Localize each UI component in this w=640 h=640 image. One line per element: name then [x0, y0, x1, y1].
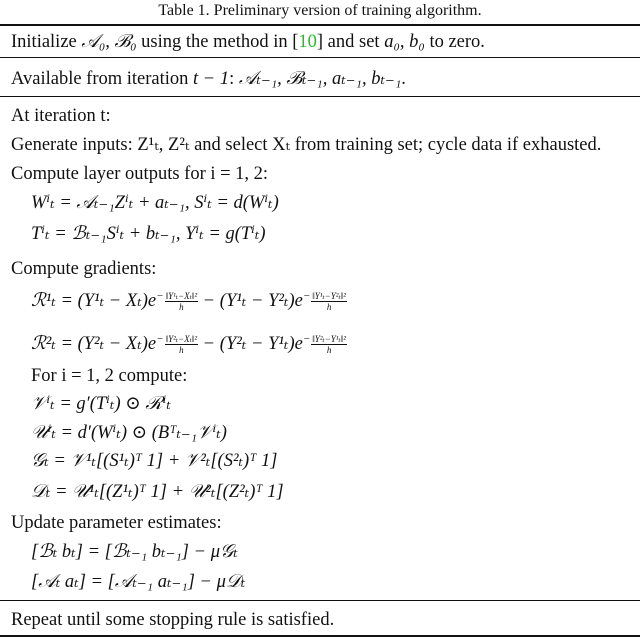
- init-after-cite: ] and set: [316, 32, 385, 52]
- grad1-mid: − (Y¹ₜ − Y²ₜ)e: [198, 291, 303, 311]
- init-vars2: a₀, b₀: [384, 32, 425, 52]
- grad1-exp1: $\frac{\text{‖Y¹ₜ−Xₜ‖²}}{h}$: [165, 290, 198, 312]
- grad1-lhs: ℛ¹ₜ = (Y¹ₜ − Xₜ)e: [31, 291, 157, 311]
- init-prefix: Initialize: [11, 32, 82, 52]
- bottom-rule: [0, 635, 640, 637]
- available-row: [11, 68, 406, 90]
- citation-link[interactable]: 10: [298, 32, 317, 52]
- generate-inputs: Generate inputs: Z¹ₜ, Z²ₜ and select Xₜ from training set; cycle data if exhausted.: [11, 135, 602, 155]
- repeat-row: Repeat until some stopping rule is satisfied.: [11, 610, 335, 630]
- layer-eq-2: Tⁱₜ = ℬₜ₋₁Sⁱₜ + bₜ₋₁, Yⁱₜ = g(Tⁱₜ): [31, 224, 266, 244]
- grad2-exp2: $\frac{\text{‖Y²ₜ−Y¹ₜ‖²}}{h}$: [312, 333, 346, 355]
- v-equation: 𝒱ⁱₜ = g′(Tⁱₜ) ⊙ ℛⁱₜ: [31, 394, 171, 414]
- init-row: [11, 31, 485, 53]
- for-heading: For i = 1, 2 compute:: [31, 366, 188, 386]
- layer-heading: Compute layer outputs for i = 1, 2:: [11, 164, 269, 184]
- grad1-exp2: $\frac{\text{‖Y¹ₜ−Y²ₜ‖²}}{h}$: [312, 290, 346, 312]
- grad2-exp1: $\frac{\text{‖Y²ₜ−Xₜ‖²}}{h}$: [165, 333, 198, 355]
- gradients-heading: Compute gradients:: [11, 259, 157, 279]
- init-vars: 𝒜₀, ℬ₀: [81, 32, 137, 52]
- available-colon: :: [229, 69, 239, 89]
- iteration-header: At iteration t:: [11, 106, 111, 126]
- update-heading: Update parameter estimates:: [11, 513, 222, 533]
- table-caption: Table 1. Preliminary version of training algorithm.: [158, 2, 482, 19]
- rule-3: [0, 600, 640, 601]
- update-a-equation: [𝒜ₜ aₜ] = [𝒜ₜ₋₁ aₜ₋₁] − μ𝒟ₜ: [31, 572, 246, 592]
- available-suffix: .: [401, 69, 406, 89]
- grad2-lhs: ℛ²ₜ = (Y²ₜ − Xₜ)e: [31, 334, 157, 354]
- layer-eq-1: Wⁱₜ = 𝒜ₜ₋₁Zⁱₜ + aₜ₋₁, Sⁱₜ = d(Wⁱₜ): [31, 193, 279, 213]
- d-equation: 𝒟ₜ = 𝒰¹ₜ[(Z¹ₜ)ᵀ 1] + 𝒰²ₜ[(Z²ₜ)ᵀ 1]: [31, 482, 284, 502]
- update-b-equation: [ℬₜ bₜ] = [ℬₜ₋₁ bₜ₋₁] − μ𝒢ₜ: [31, 542, 238, 562]
- gradient-eq-2: ℛ²ₜ = (Y²ₜ − Xₜ)e− $\frac{\text{‖Y²ₜ−Xₜ‖²}}{h}$ − (Y²ₜ − Y¹ₜ)e− $\frac{\text{‖Y²ₜ−Y¹ₜ‖²}}{h}$: [31, 332, 346, 355]
- available-vars: 𝒜ₜ₋₁, ℬₜ₋₁, aₜ₋₁, bₜ₋₁: [238, 69, 402, 89]
- init-suffix: to zero.: [424, 32, 485, 52]
- init-middle: using the method in [: [136, 32, 299, 52]
- u-equation: 𝒰ⁱₜ = d′(Wⁱₜ) ⊙ (Bᵀₜ₋₁𝒱ⁱₜ): [31, 423, 227, 443]
- rule-2: [0, 96, 640, 97]
- available-iter: t − 1: [193, 69, 230, 89]
- rule-1: [0, 57, 640, 58]
- available-prefix: Available from iteration: [11, 69, 194, 89]
- top-rule: [0, 24, 640, 26]
- gradient-eq-1: ℛ¹ₜ = (Y¹ₜ − Xₜ)e− $\frac{\text{‖Y¹ₜ−Xₜ‖²}}{h}$ − (Y¹ₜ − Y²ₜ)e− $\frac{\text{‖Y¹ₜ−Y²ₜ‖²}}{h}$: [31, 289, 346, 312]
- grad2-mid: − (Y²ₜ − Y¹ₜ)e: [198, 334, 303, 354]
- g-equation: 𝒢ₜ = 𝒱¹ₜ[(S¹ₜ)ᵀ 1] + 𝒱²ₜ[(S²ₜ)ᵀ 1]: [31, 451, 278, 471]
